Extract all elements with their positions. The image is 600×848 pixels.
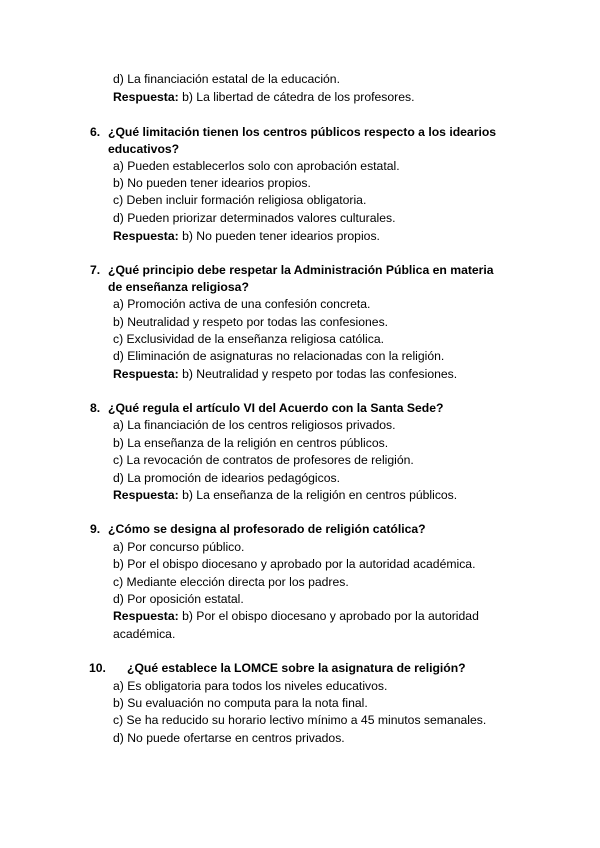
option-b: b) No pueden tener idearios propios. — [113, 176, 311, 190]
option-a: a) Promoción activa de una confesión concreta. — [113, 297, 371, 311]
question-title: ¿Qué principio debe respetar la Administración Pública en materia — [108, 263, 494, 277]
question-number: 6. — [90, 125, 101, 139]
answer — [113, 90, 414, 105]
option-b: b) Neutralidad y respeto por todas las confesiones. — [113, 315, 389, 329]
answer-text: b) No pueden tener idearios propios. — [178, 229, 380, 243]
answer-text-cont: académica. — [113, 627, 176, 641]
question-title: ¿Qué establece la LOMCE sobre la asignatura de religión? — [127, 661, 466, 675]
question-title-cont: de enseñanza religiosa? — [108, 280, 249, 294]
option-b: b) Su evaluación no computa para la nota final. — [113, 696, 368, 710]
option-d: d) No puede ofertarse en centros privados. — [113, 731, 345, 745]
option-d: d) La financiación estatal de la educación. — [113, 72, 340, 86]
answer-label: Respuesta: — [113, 367, 179, 381]
question-title: ¿Cómo se designa al profesorado de religión católica? — [108, 522, 426, 536]
answer — [113, 229, 380, 244]
option-c: c) Exclusividad de la enseñanza religiosa católica. — [113, 332, 384, 346]
answer-label: Respuesta: — [113, 609, 179, 623]
option-c: c) Deben incluir formación religiosa obligatoria. — [113, 193, 367, 207]
option-d: d) Eliminación de asignaturas no relacionadas con la religión. — [113, 349, 445, 363]
option-d: d) Por oposición estatal. — [113, 592, 244, 606]
answer — [113, 488, 457, 503]
option-a: a) La financiación de los centros religiosos privados. — [113, 418, 396, 432]
option-c: c) Mediante elección directa por los padres. — [113, 575, 349, 589]
question-number: 9. — [90, 522, 101, 536]
answer-text: b) Neutralidad y respeto por todas las confesiones. — [178, 367, 458, 381]
answer-label: Respuesta: — [113, 488, 179, 502]
question-number: 10. — [89, 661, 106, 675]
option-b: b) Por el obispo diocesano y aprobado por la autoridad académica. — [113, 557, 476, 571]
option-a: a) Pueden establecerlos solo con aprobación estatal. — [113, 159, 400, 173]
question-title-cont: educativos? — [108, 142, 180, 156]
question-number: 8. — [90, 401, 101, 415]
option-c: c) Se ha reducido su horario lectivo mínimo a 45 minutos semanales. — [113, 713, 487, 727]
answer-text: b) La libertad de cátedra de los profesores. — [178, 90, 415, 104]
option-d: d) La promoción de idearios pedagógicos. — [113, 471, 340, 485]
option-a: a) Por concurso público. — [113, 540, 245, 554]
answer-text: b) Por el obispo diocesano y aprobado por la autoridad — [178, 609, 479, 623]
question-title: ¿Qué regula el artículo VI del Acuerdo con la Santa Sede? — [108, 401, 444, 415]
answer-text: b) La enseñanza de la religión en centros públicos. — [178, 488, 458, 502]
option-d: d) Pueden priorizar determinados valores culturales. — [113, 211, 396, 225]
option-c: c) La revocación de contratos de profesores de religión. — [113, 453, 414, 467]
answer — [113, 609, 479, 624]
question-title: ¿Qué limitación tienen los centros públicos respecto a los idearios — [108, 125, 497, 139]
answer-label: Respuesta: — [113, 229, 179, 243]
question-number: 7. — [90, 263, 101, 277]
option-a: a) Es obligatoria para todos los niveles educativos. — [113, 679, 388, 693]
answer-label: Respuesta: — [113, 90, 179, 104]
answer — [113, 367, 457, 382]
option-b: b) La enseñanza de la religión en centros públicos. — [113, 436, 389, 450]
